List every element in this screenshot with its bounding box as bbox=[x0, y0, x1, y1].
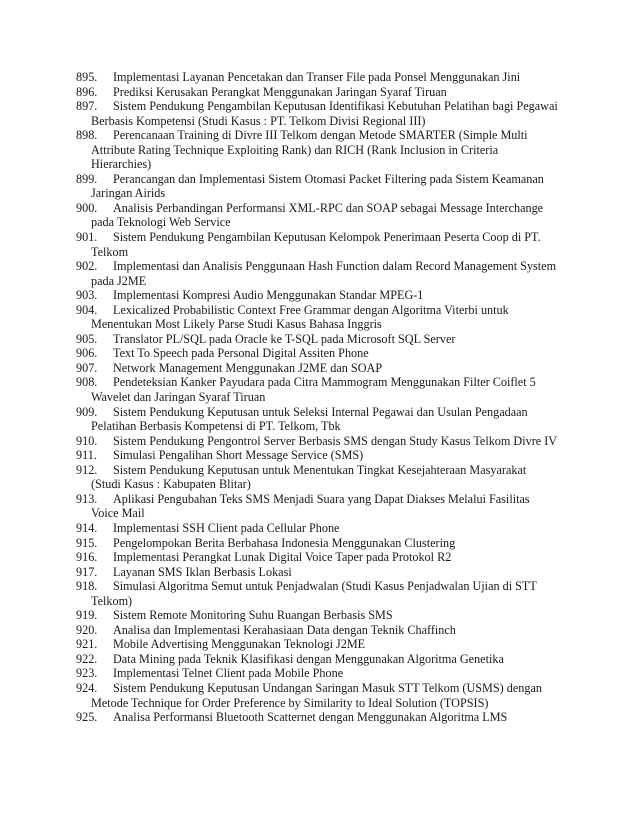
list-item bbox=[76, 128, 558, 172]
item-number: 897. bbox=[76, 99, 98, 114]
list-item bbox=[76, 623, 558, 638]
item-number: 919. bbox=[76, 608, 98, 623]
item-number: 904. bbox=[76, 302, 98, 317]
list-item bbox=[76, 710, 558, 725]
item-text: Sistem Pendukung Pengambilan Keputusan Identifikasi Kebutuhan Pelatihan bagi Pegawai Berbasis Kompetensi (Studi Kasus : PT. Telkom Divisi Regional III) bbox=[91, 99, 558, 128]
list-item bbox=[76, 666, 558, 681]
list-item bbox=[76, 332, 558, 347]
item-text: Implementasi Telnet Client pada Mobile Phone bbox=[113, 666, 344, 681]
item-text: Pengelompokan Berita Berbahasa Indonesia Menggunakan Clustering bbox=[113, 535, 456, 550]
item-number: 909. bbox=[76, 404, 98, 419]
item-text: Sistem Pendukung Keputusan untuk Seleksi Internal Pegawai dan Usulan Pengadaan Pelatihan Berbasis Kompetensi di PT. Telkom, Tbk bbox=[91, 404, 528, 434]
item-text: Implementasi Kompresi Audio Menggunakan Standar MPEG-1 bbox=[113, 288, 424, 303]
item-text: Layanan SMS Iklan Berbasis Lokasi bbox=[113, 564, 292, 579]
thesis-title-list bbox=[76, 70, 558, 725]
item-number: 923. bbox=[76, 666, 98, 681]
item-text: Sistem Pendukung Keputusan untuk Menentukan Tingkat Kesejahteraan Masyarakat (Studi Kasus : Kabupaten Blitar) bbox=[91, 462, 527, 492]
item-text: Simulasi Algoritma Semut untuk Penjadwalan (Studi Kasus Penjadwalan Ujian di STT Telkom) bbox=[91, 579, 537, 608]
item-text: Pendeteksian Kanker Payudara pada Citra Mammogram Menggunakan Filter Coiflet 5 Wavelet dan Jaringan Syaraf Tiruan bbox=[91, 375, 536, 405]
item-text: Network Management Menggunakan J2ME dan SOAP bbox=[113, 360, 383, 375]
item-number: 896. bbox=[76, 84, 98, 99]
list-item bbox=[76, 375, 558, 404]
list-item bbox=[76, 201, 558, 230]
item-number: 908. bbox=[76, 375, 98, 390]
item-number: 898. bbox=[76, 128, 98, 143]
item-number: 901. bbox=[76, 230, 98, 245]
item-text: Lexicalized Probabilistic Context Free Grammar dengan Algoritma Viterbi untuk Menentukan Most Likely Parse Studi Kasus Bahasa Inggris bbox=[91, 302, 509, 332]
list-item bbox=[76, 70, 558, 85]
list-item bbox=[76, 434, 558, 449]
list-item bbox=[76, 579, 558, 608]
item-text: Analisis Perbandingan Performansi XML-RPC dan SOAP sebagai Message Interchange pada Teknologi Web Service bbox=[91, 200, 544, 230]
list-item bbox=[76, 405, 558, 434]
list-item bbox=[76, 448, 558, 463]
item-text: Sistem Remote Monitoring Suhu Ruangan Berbasis SMS bbox=[113, 608, 393, 623]
item-text: Translator PL/SQL pada Oracle ke T-SQL pada Microsoft SQL Server bbox=[113, 331, 456, 346]
item-text: Analisa Performansi Bluetooth Scatternet dengan Menggunakan Algoritma LMS bbox=[113, 710, 508, 725]
item-number: 920. bbox=[76, 622, 98, 637]
item-number: 917. bbox=[76, 564, 98, 579]
item-number: 918. bbox=[76, 579, 98, 594]
item-number: 899. bbox=[76, 171, 98, 186]
item-text: Data Mining pada Teknik Klasifikasi dengan Menggunakan Algoritma Genetika bbox=[113, 651, 504, 666]
item-text: Sistem Pendukung Pengontrol Server Berbasis SMS dengan Study Kasus Telkom Divre IV bbox=[113, 433, 558, 448]
list-item bbox=[76, 521, 558, 536]
item-text: Perancangan dan Implementasi Sistem Otomasi Packet Filtering pada Sistem Keamanan Jaringan Airids bbox=[91, 171, 544, 201]
item-number: 924. bbox=[76, 680, 98, 695]
item-number: 912. bbox=[76, 462, 98, 477]
item-number: 905. bbox=[76, 331, 98, 346]
item-number: 900. bbox=[76, 200, 98, 215]
item-text: Simulasi Pengalihan Short Message Service (SMS) bbox=[113, 448, 364, 463]
list-item bbox=[76, 99, 558, 128]
item-text: Implementasi SSH Client pada Cellular Phone bbox=[113, 520, 340, 535]
list-item bbox=[76, 536, 558, 551]
list-item bbox=[76, 463, 558, 492]
item-text: Text To Speech pada Personal Digital Assiten Phone bbox=[113, 346, 369, 361]
item-text: Sistem Pendukung Keputusan Undangan Saringan Masuk STT Telkom (USMS) dengan Metode Technique for Order Preference by Similarity to Ideal Solution (TOPSIS) bbox=[91, 680, 542, 710]
item-number: 921. bbox=[76, 637, 98, 652]
item-number: 906. bbox=[76, 346, 98, 361]
item-number: 914. bbox=[76, 520, 98, 535]
list-item bbox=[76, 259, 558, 288]
list-item bbox=[76, 652, 558, 667]
item-number: 922. bbox=[76, 651, 98, 666]
item-number: 903. bbox=[76, 288, 98, 303]
list-item bbox=[76, 346, 558, 361]
item-number: 925. bbox=[76, 710, 98, 725]
list-item bbox=[76, 492, 558, 521]
item-text: Prediksi Kerusakan Perangkat Menggunakan Jaringan Syaraf Tiruan bbox=[113, 84, 447, 99]
list-item bbox=[76, 565, 558, 580]
item-number: 916. bbox=[76, 550, 98, 565]
list-item bbox=[76, 550, 558, 565]
item-number: 915. bbox=[76, 535, 98, 550]
item-text: Analisa dan Implementasi Kerahasiaan Data dengan Teknik Chaffinch bbox=[113, 622, 456, 637]
item-number: 902. bbox=[76, 259, 98, 274]
item-number: 910. bbox=[76, 433, 98, 448]
item-text: Implementasi Layanan Pencetakan dan Transer File pada Ponsel Menggunakan Jini bbox=[113, 70, 521, 84]
list-item bbox=[76, 608, 558, 623]
list-item bbox=[76, 230, 558, 259]
item-text: Perencanaan Training di Divre III Telkom dengan Metode SMARTER (Simple Multi Attribute Rating Technique Exploiting Rank) dan RICH (Rank Inclusion in Criteria Hierarchies) bbox=[91, 128, 528, 172]
list-item bbox=[76, 288, 558, 303]
item-text: Aplikasi Pengubahan Teks SMS Menjadi Suara yang Dapat Diakses Melalui Fasilitas Voice Mail bbox=[91, 491, 530, 521]
list-item bbox=[76, 361, 558, 376]
item-text: Mobile Advertising Menggunakan Teknologi J2ME bbox=[113, 637, 366, 652]
item-text: Implementasi dan Analisis Penggunaan Hash Function dalam Record Management System pada J2ME bbox=[91, 259, 557, 288]
item-text: Implementasi Perangkat Lunak Digital Voice Taper pada Protokol R2 bbox=[113, 550, 452, 565]
list-item bbox=[76, 303, 558, 332]
list-item bbox=[76, 85, 558, 100]
item-number: 911. bbox=[76, 448, 97, 463]
item-text: Sistem Pendukung Pengambilan Keputusan Kelompok Penerimaan Peserta Coop di PT. Telkom bbox=[91, 230, 541, 259]
item-number: 907. bbox=[76, 360, 98, 375]
list-item bbox=[76, 172, 558, 201]
list-item bbox=[76, 637, 558, 652]
item-number: 895. bbox=[76, 70, 98, 84]
list-item bbox=[76, 681, 558, 710]
item-number: 913. bbox=[76, 491, 98, 506]
